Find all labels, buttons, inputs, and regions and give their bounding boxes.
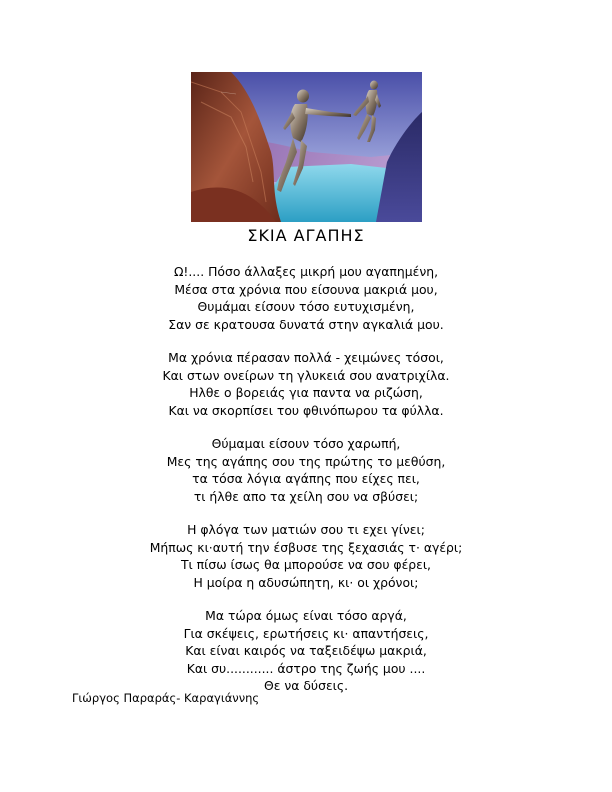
poem-line: Θε να δύσεις. [263,678,349,693]
poem-illustration [191,72,422,222]
poem-line: Η φλόγα των ματιών σου τι εχει γίνει; [187,522,425,537]
poem-line: Σαν σε κρατουσα δυνατά στην αγκαλιά μου. [168,316,444,332]
poem-line: Και να σκορπίσει του φθινόπωρου τα φύλλα. [168,402,444,418]
poem-line: Μα τώρα όμως είναι τόσο αργά, [205,608,407,623]
poem-line: Μες της αγάπης σου της πρώτης το μεθύση, [166,453,446,469]
poem-line: Μήπως κι·αυτή την έσβυσε της ξεχασιάς τ· αγέρι; [149,539,463,555]
poem-line: Θύμαμαι είσουν τόσο χαρωπή, [211,436,401,451]
poem-line: Και είναι καιρός να ταξειδέψω μακριά, [185,643,427,658]
stanza-5 [0,607,612,695]
poem-line: Η μοίρα η αδυσώπητη, κι· οι χρόνοι; [193,574,419,590]
poem-line: Μα χρόνια πέρασαν πολλά - χειμώνες τόσοι, [168,350,444,365]
poem-title: ΣΚΙΑ ΑΓΑΠΗΣ [247,226,365,245]
poem-line: Μέσα στα χρόνια που είσουνα μακριά μου, [174,281,438,297]
poem-line: Και στων ονείρων τη γλυκειά σου ανατριχίλα. [162,367,450,383]
poem-line: Και συ............ άστρο της ζωής μου .... [186,660,426,676]
author-signature: Γιώργος Παραράς- Καραγιάννης [72,691,260,705]
stanza-3 [0,435,612,505]
stanza-1 [0,263,612,333]
poem-body [0,263,612,711]
stanza-4 [0,521,612,591]
stanza-2 [0,349,612,419]
poem-line: τα τόσα λόγια αγάπης που είχες πει, [192,471,420,486]
poem-line: Για σκέψεις, ερωτήσεις κι· απαντήσεις, [183,625,429,641]
swimmers-canyon-image [191,72,422,222]
poem-line: Τι πίσω ίσως θα μπορούσε να σου φέρει, [180,557,431,572]
poem-line: τι ήλθε απο τα χείλη σου να σβύσει; [193,488,419,504]
poem-line: Θυμάμαι είσουν τόσο ευτυχισμένη, [197,299,415,314]
poem-line: Ηλθε ο βορειάς για παντα να ριζώση, [189,385,423,400]
poem-line: Ω!.... Πόσο άλλαξες μικρή μου αγαπημένη, [173,264,439,279]
